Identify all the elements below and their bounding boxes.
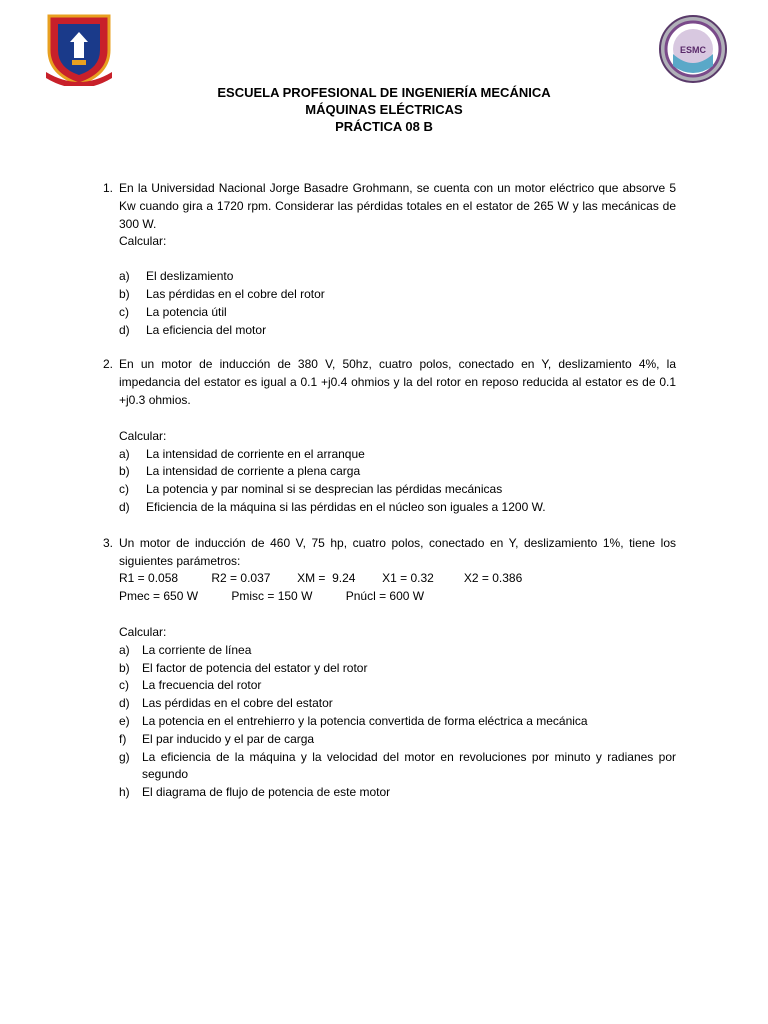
- item-text: El deslizamiento: [146, 269, 234, 284]
- subquestion-item: [119, 446, 676, 464]
- item-letter: c): [119, 482, 129, 497]
- question-2: [103, 356, 676, 516]
- item-letter: e): [119, 713, 130, 728]
- question-1: [103, 180, 676, 339]
- item-letter: g): [119, 749, 130, 764]
- item-text: Las pérdidas en el cobre del estator: [142, 696, 333, 711]
- item-text: La potencia en el entrehierro y la potencia convertida de forma eléctrica a mecánica: [142, 713, 588, 728]
- item-letter: b): [119, 660, 130, 675]
- item-text: El factor de potencia del estator y del rotor: [142, 660, 368, 675]
- course-title: MÁQUINAS ELÉCTRICAS: [305, 102, 463, 117]
- item-letter: c): [119, 678, 129, 693]
- subquestion-item: [119, 749, 676, 785]
- item-text: La eficiencia de la máquina y la velocidad del motor en revoluciones por minuto y radianes por segundo: [142, 749, 676, 782]
- subquestion-item: [119, 322, 676, 340]
- esmc-logo-text: ESMC: [679, 45, 707, 55]
- item-letter: f): [119, 731, 127, 746]
- calculate-label: Calcular:: [119, 624, 167, 639]
- subquestion-item: [119, 784, 676, 802]
- question-number: 1.: [103, 181, 114, 195]
- item-letter: a): [119, 446, 130, 461]
- question-number: 3.: [103, 535, 114, 550]
- item-letter: a): [119, 642, 130, 657]
- subquestion-item: [119, 286, 676, 304]
- subquestion-item: [119, 660, 676, 678]
- item-text: El diagrama de flujo de potencia de este motor: [142, 785, 391, 800]
- practice-title: PRÁCTICA 08 B: [335, 119, 433, 134]
- item-text: La intensidad de corriente en el arranque: [146, 446, 365, 461]
- subquestion-item: [119, 481, 676, 499]
- question-text: Un motor de inducción de 460 V, 75 hp, cuatro polos, conectado en Y, deslizamiento 1%, tiene los siguientes parámetros:: [119, 535, 676, 568]
- parameters-line-2: Pmec = 650 W Pmisc = 150 W Pnúcl = 600 W: [119, 589, 425, 604]
- esmc-gear-logo: [656, 14, 730, 84]
- item-text: La intensidad de corriente a plena carga: [146, 464, 361, 479]
- item-letter: h): [119, 785, 130, 800]
- university-shield-logo: [44, 12, 114, 86]
- item-text: La eficiencia del motor: [146, 322, 267, 337]
- item-text: La potencia útil: [146, 304, 227, 319]
- school-title: ESCUELA PROFESIONAL DE INGENIERÍA MECÁNICA: [217, 85, 551, 100]
- question-3: [103, 535, 676, 802]
- item-text: Las pérdidas en el cobre del rotor: [146, 286, 325, 301]
- subquestion-item: [119, 268, 676, 286]
- item-text: La corriente de línea: [142, 642, 252, 657]
- item-letter: c): [119, 304, 129, 319]
- question-text: En la Universidad Nacional Jorge Basadre Grohmann, se cuenta con un motor eléctrico que absorve 5 Kw cuando gira a 1720 rpm. Considerar las pérdidas totales en el estator de 265 W y las mecánicas de 300 W.: [119, 181, 676, 231]
- subquestion-item: [119, 304, 676, 322]
- subquestion-item: [119, 713, 676, 731]
- item-letter: b): [119, 286, 130, 301]
- subquestion-list: [119, 268, 676, 339]
- subquestion-item: [119, 695, 676, 713]
- item-letter: b): [119, 464, 130, 479]
- item-letter: d): [119, 696, 130, 711]
- subquestion-item: [119, 642, 676, 660]
- subquestion-item: [119, 499, 676, 517]
- subquestion-list: [119, 642, 676, 802]
- subquestion-item: [119, 677, 676, 695]
- question-text: En un motor de inducción de 380 V, 50hz, cuatro polos, conectado en Y, deslizamiento 4%, la impedancia del estator es igual a 0.1 +j0.4 ohmios y la del rotor en reposo reducida al estator es de 0.1 +j0.3 ohmios.: [119, 357, 676, 407]
- subquestion-item: [119, 731, 676, 749]
- subquestion-list: [119, 446, 676, 517]
- item-text: El par inducido y el par de carga: [142, 731, 315, 746]
- question-number: 2.: [103, 357, 114, 372]
- document-header: [0, 84, 768, 135]
- parameters-line-1: R1 = 0.058 R2 = 0.037 XM = 9.24 X1 = 0.32 X2 = 0.386: [119, 571, 523, 586]
- item-text: La potencia y par nominal si se desprecian las pérdidas mecánicas: [146, 482, 503, 497]
- subquestion-item: [119, 463, 676, 481]
- calculate-label: Calcular:: [119, 428, 167, 443]
- calculate-label: Calcular:: [119, 234, 167, 249]
- item-text: Eficiencia de la máquina si las pérdidas en el núcleo son iguales a 1200 W.: [146, 499, 546, 514]
- item-text: La frecuencia del rotor: [142, 678, 262, 693]
- item-letter: d): [119, 499, 130, 514]
- item-letter: d): [119, 322, 130, 337]
- problem-list: [103, 180, 676, 802]
- item-letter: a): [119, 269, 130, 284]
